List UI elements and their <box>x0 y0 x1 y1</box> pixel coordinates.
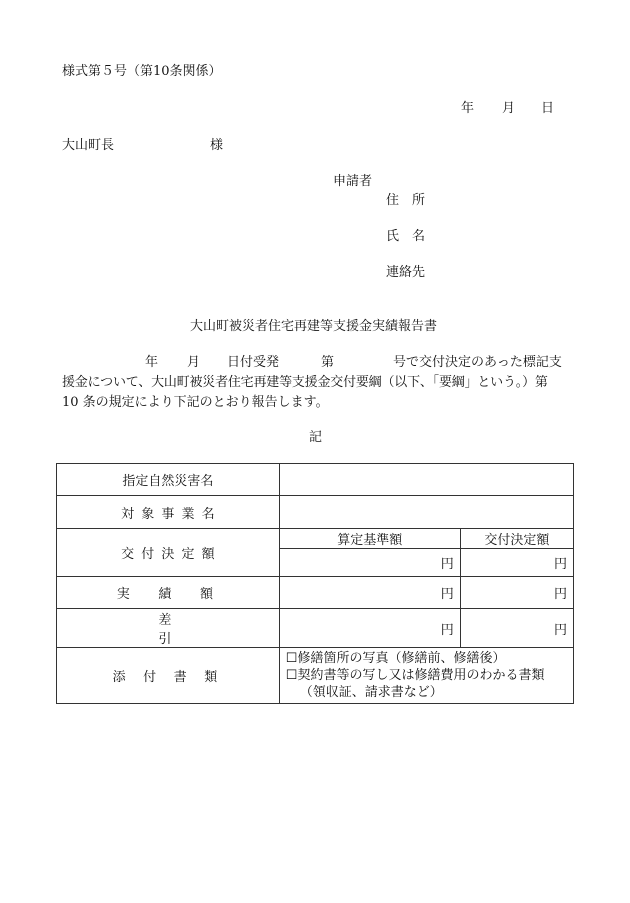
table-row <box>57 648 574 704</box>
addressee-name: 大山町長 <box>62 138 115 153</box>
applicant-contact-label: 連絡先 <box>386 265 426 280</box>
attachments-list <box>279 648 573 704</box>
body-line2: 援金について、大山町被災者住宅再建等支援金交付要綱（以下、「要綱」という。）第 <box>62 375 548 390</box>
actual-label: 実績額 <box>57 577 280 609</box>
document-title: 大山町被災者住宅再建等支援金実績報告書 <box>190 319 438 334</box>
date-year-label: 年 <box>461 101 475 116</box>
table-row <box>57 577 574 609</box>
project-name-label: 対象事業名 <box>57 496 280 529</box>
attachment-contract-note: （領収証、請求書など） <box>299 685 443 700</box>
attachment-contract-checkbox[interactable]: ☐契約書等の写し又は修繕費用のわかる書類 <box>285 668 545 683</box>
applicant-address-label: 住 所 <box>386 193 426 208</box>
date-month-label: 月 <box>502 101 516 116</box>
disaster-name-label: 指定自然災害名 <box>57 464 280 496</box>
applicant-label: 申請者 <box>333 174 373 189</box>
col-decided-amount: 交付決定額 <box>460 529 573 549</box>
project-name-field[interactable] <box>279 496 573 529</box>
attachments-label: 添付書類 <box>57 648 280 704</box>
attachment-photo-checkbox[interactable]: ☐修繕箇所の写真（修繕前、修繕後） <box>285 651 506 666</box>
form-number: 様式第５号（第10条関係） <box>62 64 222 79</box>
body-line1-tail: 号で交付決定のあった標記支 <box>393 355 562 370</box>
ki-heading: 記 <box>309 430 323 445</box>
grant-decision-label: 交付決定額 <box>57 529 280 577</box>
disaster-name-field[interactable] <box>279 464 573 496</box>
body-year: 年 <box>145 355 159 370</box>
grant-base-amount-field[interactable]: 円 <box>279 549 460 577</box>
table-row <box>57 529 574 549</box>
table-row <box>57 496 574 529</box>
col-base-amount: 算定基準額 <box>279 529 460 549</box>
date-day-label: 日 <box>541 101 555 116</box>
difference-base-amount-field[interactable]: 円 <box>279 609 460 648</box>
body-date-issued: 日付受発 <box>227 355 280 370</box>
body-month: 月 <box>187 355 201 370</box>
difference-decided-amount-field[interactable]: 円 <box>460 609 573 648</box>
difference-label: 差引 <box>57 609 280 648</box>
table-row <box>57 464 574 496</box>
actual-decided-amount-field[interactable]: 円 <box>460 577 573 609</box>
addressee-honorific: 様 <box>210 138 224 153</box>
table-row <box>57 609 574 648</box>
applicant-name-label: 氏 名 <box>386 229 426 244</box>
body-dai: 第 <box>321 355 335 370</box>
body-line3: 10 条の規定により下記のとおり報告します。 <box>62 395 329 410</box>
actual-base-amount-field[interactable]: 円 <box>279 577 460 609</box>
report-table <box>56 463 574 704</box>
grant-decided-amount-field[interactable]: 円 <box>460 549 573 577</box>
